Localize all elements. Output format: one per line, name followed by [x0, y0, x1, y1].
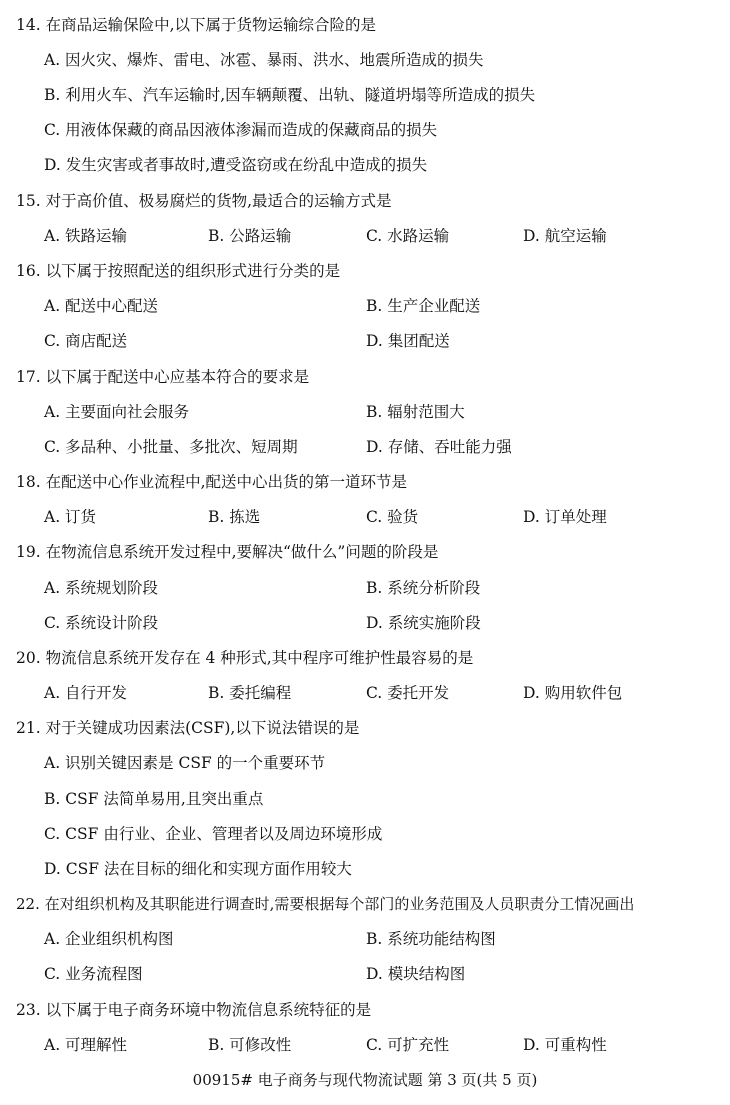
question-22-option-b: B. 系统功能结构图: [366, 930, 496, 948]
question-17-option-d: D. 存储、吞吐能力强: [366, 438, 512, 456]
question-22-option-a: A. 企业组织机构图: [44, 930, 174, 948]
question-19-stem: 19. 在物流信息系统开发过程中,要解决“做什么”问题的阶段是: [16, 543, 439, 561]
question-19-option-b: B. 系统分析阶段: [366, 579, 481, 597]
question-21-option-d: D. CSF 法在目标的细化和实现方面作用较大: [44, 860, 352, 878]
question-15-option-c: C. 水路运输: [366, 227, 450, 245]
question-20-option-a: A. 自行开发: [44, 684, 128, 702]
question-20-option-c: C. 委托开发: [366, 684, 450, 702]
question-22-option-d: D. 模块结构图: [366, 965, 466, 983]
question-17-stem: 17. 以下属于配送中心应基本符合的要求是: [16, 368, 310, 386]
question-23-stem: 23. 以下属于电子商务环境中物流信息系统特征的是: [16, 1001, 372, 1019]
question-18-option-b: B. 拣选: [208, 508, 261, 526]
question-16-stem: 16. 以下属于按照配送的组织形式进行分类的是: [16, 262, 341, 280]
question-23-option-c: C. 可扩充性: [366, 1036, 450, 1054]
question-23-option-b: B. 可修改性: [208, 1036, 292, 1054]
question-17-option-c: C. 多品种、小批量、多批次、短周期: [44, 438, 298, 456]
question-14-option-c: C. 用液体保藏的商品因液体渗漏而造成的保藏商品的损失: [44, 121, 438, 139]
question-21-option-c: C. CSF 由行业、企业、管理者以及周边环境形成: [44, 825, 383, 843]
question-16-option-d: D. 集团配送: [366, 332, 450, 350]
question-20-stem: 20. 物流信息系统开发存在 4 种形式,其中程序可维护性最容易的是: [16, 649, 474, 667]
question-14-option-d: D. 发生灾害或者事故时,遭受盗窃或在纷乱中造成的损失: [44, 156, 428, 174]
question-18-option-d: D. 订单处理: [523, 508, 607, 526]
question-16-option-a: A. 配送中心配送: [44, 297, 159, 315]
question-22-option-c: C. 业务流程图: [44, 965, 143, 983]
question-15-option-d: D. 航空运输: [523, 227, 607, 245]
question-15-stem: 15. 对于高价值、极易腐烂的货物,最适合的运输方式是: [16, 192, 392, 210]
question-15-option-a: A. 铁路运输: [44, 227, 128, 245]
question-21-option-a: A. 识别关键因素是 CSF 的一个重要环节: [44, 754, 326, 772]
question-16-option-c: C. 商店配送: [44, 332, 128, 350]
question-14-stem: 14. 在商品运输保险中,以下属于货物运输综合险的是: [16, 16, 377, 34]
question-16-option-b: B. 生产企业配送: [366, 297, 481, 315]
question-19-option-d: D. 系统实施阶段: [366, 614, 481, 632]
question-18-option-c: C. 验货: [366, 508, 419, 526]
question-17-option-a: A. 主要面向社会服务: [44, 403, 190, 421]
question-19-option-a: A. 系统规划阶段: [44, 579, 159, 597]
question-18-stem: 18. 在配送中心作业流程中,配送中心出货的第一道环节是: [16, 473, 408, 491]
question-20-option-d: D. 购用软件包: [523, 684, 623, 702]
question-15-option-b: B. 公路运输: [208, 227, 292, 245]
question-21-stem: 21. 对于关键成功因素法(CSF),以下说法错误的是: [16, 719, 360, 737]
question-14-option-a: A. 因火灾、爆炸、雷电、冰雹、暴雨、洪水、地震所造成的损失: [44, 51, 484, 69]
question-23-option-a: A. 可理解性: [44, 1036, 128, 1054]
question-22-stem: 22. 在对组织机构及其职能进行调查时,需要根据每个部门的业务范围及人员职责分工情况画出: [16, 895, 635, 913]
question-23-option-d: D. 可重构性: [523, 1036, 607, 1054]
question-20-option-b: B. 委托编程: [208, 684, 292, 702]
question-19-option-c: C. 系统设计阶段: [44, 614, 159, 632]
question-21-option-b: B. CSF 法简单易用,且突出重点: [44, 790, 264, 808]
page-footer: 00915# 电子商务与现代物流试题 第 3 页(共 5 页): [192, 1071, 538, 1089]
question-17-option-b: B. 辐射范围大: [366, 403, 465, 421]
question-18-option-a: A. 订货: [44, 508, 97, 526]
question-14-option-b: B. 利用火车、汽车运输时,因车辆颠覆、出轨、隧道坍塌等所造成的损失: [44, 86, 536, 104]
